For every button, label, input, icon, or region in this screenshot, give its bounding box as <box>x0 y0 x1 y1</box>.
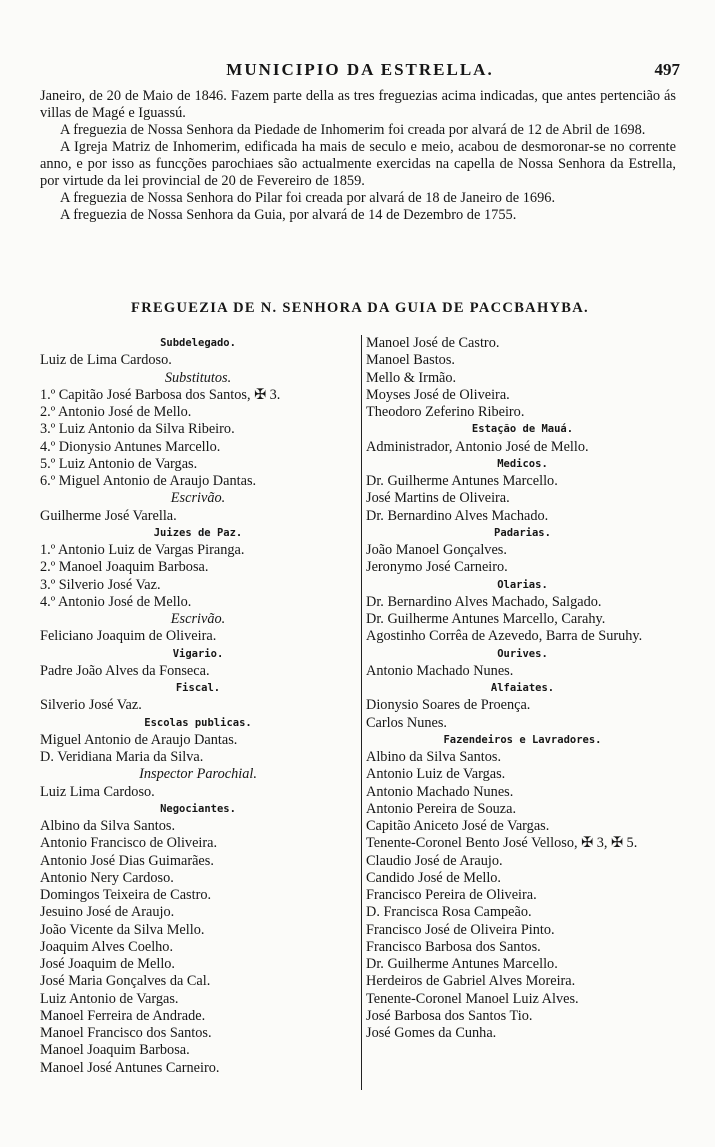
list-entry: Administrador, Antonio José de Mello. <box>366 438 589 455</box>
list-entry: Dr. Guilherme Antunes Marcello. <box>366 956 558 972</box>
section-heading: Fazendeiros e Lavradores. <box>443 733 602 746</box>
list-entry: 3.º Luiz Antonio da Silva Ribeiro. <box>40 421 235 438</box>
list-entry: Candido José de Mello. <box>366 869 502 886</box>
list-entry: Jeronymo José Carneiro. <box>366 559 508 576</box>
list-entry: João Manoel Gonçalves. <box>366 542 507 558</box>
list-entry: Capitão Aniceto José de Vargas. <box>366 818 550 834</box>
intro-paragraph: A freguezia de Nossa Senhora do Pilar foi creada por alvará de 18 de Janeiro de 1696. <box>60 190 556 206</box>
list-entry: 5.º Luiz Antonio de Vargas. <box>40 455 198 472</box>
section-heading: Ourives. <box>497 647 548 660</box>
list-entry: D. Francisca Rosa Campeão. <box>366 904 532 921</box>
section-heading: Substitutos. <box>164 369 232 386</box>
list-entry: José Barbosa dos Santos Tio. <box>366 1007 533 1024</box>
section-heading: Escolas publicas. <box>144 716 252 729</box>
left-column <box>40 335 356 1077</box>
list-entry: Silverio José Vaz. <box>40 697 142 714</box>
list-entry: Manoel José Antunes Carneiro. <box>40 1059 220 1076</box>
list-entry: Domingos Teixeira de Castro. <box>40 887 212 903</box>
list-entry: Dr. Guilherme Antunes Marcello, Carahy. <box>366 611 606 627</box>
section-title: FREGUEZIA DE N. SENHORA DA GUIA DE PACCBAHYBA. <box>131 300 589 316</box>
section-heading: Negociantes. <box>160 802 236 815</box>
intro-paragraph: Janeiro, de 20 de Maio de 1846. Fazem parte della as tres freguezias acima indicadas, que antes pertencião ás villas de Magé e Iguassú. <box>40 88 676 121</box>
list-entry: 1.º Antonio Luiz de Vargas Piranga. <box>40 542 245 558</box>
list-entry: Miguel Antonio de Araujo Dantas. <box>40 731 238 748</box>
list-entry: José Maria Gonçalves da Cal. <box>40 973 211 990</box>
list-entry: Luiz Lima Cardoso. <box>40 783 155 800</box>
list-entry: Manoel Joaquim Barbosa. <box>40 1042 190 1059</box>
list-entry: Feliciano Joaquim de Oliveira. <box>40 628 217 645</box>
list-entry: 6.º Miguel Antonio de Araujo Dantas. <box>40 473 257 489</box>
list-entry: Theodoro Zeferino Ribeiro. <box>366 404 525 420</box>
list-entry: Dr. Bernardino Alves Machado, Salgado. <box>366 593 602 610</box>
section-heading: Padarias. <box>494 526 551 539</box>
list-entry: Dionysio Soares de Proença. <box>366 697 531 714</box>
list-entry: 4.º Antonio José de Mello. <box>40 593 192 610</box>
section-heading: Estação de Mauá. <box>471 423 574 436</box>
list-entry: 4.º Dionysio Antunes Marcello. <box>40 438 221 455</box>
list-entry: Antonio Nery Cardoso. <box>40 869 174 886</box>
intro-paragraph: A freguezia de Nossa Senhora da Guia, por alvará de 14 de Dezembro de 1755. <box>60 207 517 223</box>
running-head <box>40 60 680 84</box>
list-entry: João Vicente da Silva Mello. <box>40 921 205 938</box>
list-entry: Antonio Machado Nunes. <box>366 662 514 679</box>
list-entry: Francisco José de Oliveira Pinto. <box>366 921 555 938</box>
intro-paragraph: A Igreja Matriz de Inhomerim, edificada ha mais de seculo e meio, acabou de desmoronar-se no corrente anno, e por isso as funcções parochiaes são actualmente exercidas na capella de Nossa Senhora da Estrella, por virtude da lei provincial de 20 de Fevereiro de 1859. <box>40 139 676 189</box>
list-entry: Albino da Silva Santos. <box>40 818 176 834</box>
list-entry: Guilherme José Varella. <box>40 507 177 524</box>
list-entry: Dr. Guilherme Antunes Marcello. <box>366 473 558 489</box>
list-entry: Antonio Francisco de Oliveira. <box>40 835 218 852</box>
list-entry: Dr. Bernardino Alves Machado. <box>366 507 549 524</box>
list-entry: 2.º Antonio José de Mello. <box>40 404 192 420</box>
list-entry: Francisco Pereira de Oliveira. <box>366 887 537 903</box>
section-heading: Vigario. <box>172 647 224 660</box>
list-entry: Antonio Machado Nunes. <box>366 783 514 800</box>
list-entry: Jesuino José de Araujo. <box>40 904 175 921</box>
list-entry: Manoel Francisco dos Santos. <box>40 1025 212 1041</box>
list-entry: Tenente-Coronel Bento José Velloso, ✠ 3, ✠ 5. <box>366 835 638 852</box>
section-heading: Inspector Parochial. <box>139 766 257 783</box>
section-heading: Medicos. <box>497 457 548 470</box>
page-number: 497 <box>654 60 680 79</box>
list-entry: Agostinho Corrêa de Azevedo, Barra de Suruhy. <box>366 628 643 645</box>
list-entry: Francisco Barbosa dos Santos. <box>366 938 541 955</box>
list-entry: Joaquim Alves Coelho. <box>40 938 174 955</box>
list-entry: 2.º Manoel Joaquim Barbosa. <box>40 559 209 576</box>
list-entry: José Joaquim de Mello. <box>40 956 176 972</box>
list-entry: Manoel Bastos. <box>366 352 455 369</box>
right-column <box>361 335 679 1090</box>
section-heading: Fiscal. <box>175 682 221 694</box>
list-entry: Mello & Irmão. <box>366 369 457 386</box>
list-entry: Carlos Nunes. <box>366 714 448 731</box>
section-heading: Alfaiates. <box>490 682 555 694</box>
list-entry: Claudio José de Araujo. <box>366 852 503 869</box>
list-entry: Albino da Silva Santos. <box>366 749 502 765</box>
list-entry: Padre João Alves da Fonseca. <box>40 662 210 679</box>
list-entry: Moyses José de Oliveira. <box>366 386 510 403</box>
list-entry: José Martins de Oliveira. <box>366 490 510 507</box>
list-entry: Herdeiros de Gabriel Alves Moreira. <box>366 973 576 990</box>
section-heading: Subdelegado. <box>160 337 236 349</box>
section-heading: Olarias. <box>497 578 548 591</box>
list-entry: Luiz de Lima Cardoso. <box>40 352 172 369</box>
list-entry: 1.º Capitão José Barbosa dos Santos, ✠ 3. <box>40 386 281 403</box>
list-entry: Tenente-Coronel Manoel Luiz Alves. <box>366 990 579 1007</box>
list-entry: Antonio José Dias Guimarães. <box>40 852 214 869</box>
list-entry: D. Veridiana Maria da Silva. <box>40 749 204 765</box>
list-entry: Antonio Pereira de Souza. <box>366 800 517 817</box>
intro-text <box>40 88 676 224</box>
page-title: MUNICIPIO DA ESTRELLA. <box>226 60 494 79</box>
section-heading: Escrivão. <box>170 490 226 507</box>
section-heading: Escrivão. <box>170 611 226 627</box>
list-entry: Manoel Ferreira de Andrade. <box>40 1007 206 1024</box>
section-heading: Juizes de Paz. <box>153 526 243 539</box>
list-entry: José Gomes da Cunha. <box>366 1025 497 1041</box>
list-entry: Luiz Antonio de Vargas. <box>40 990 179 1007</box>
intro-paragraph: A freguezia de Nossa Senhora da Piedade de Inhomerim foi creada por alvará de 12 de Abril de 1698. <box>60 122 646 138</box>
list-entry: Manoel José de Castro. <box>366 335 500 351</box>
list-entry: 3.º Silverio José Vaz. <box>40 576 161 593</box>
list-entry: Antonio Luiz de Vargas. <box>366 766 506 783</box>
